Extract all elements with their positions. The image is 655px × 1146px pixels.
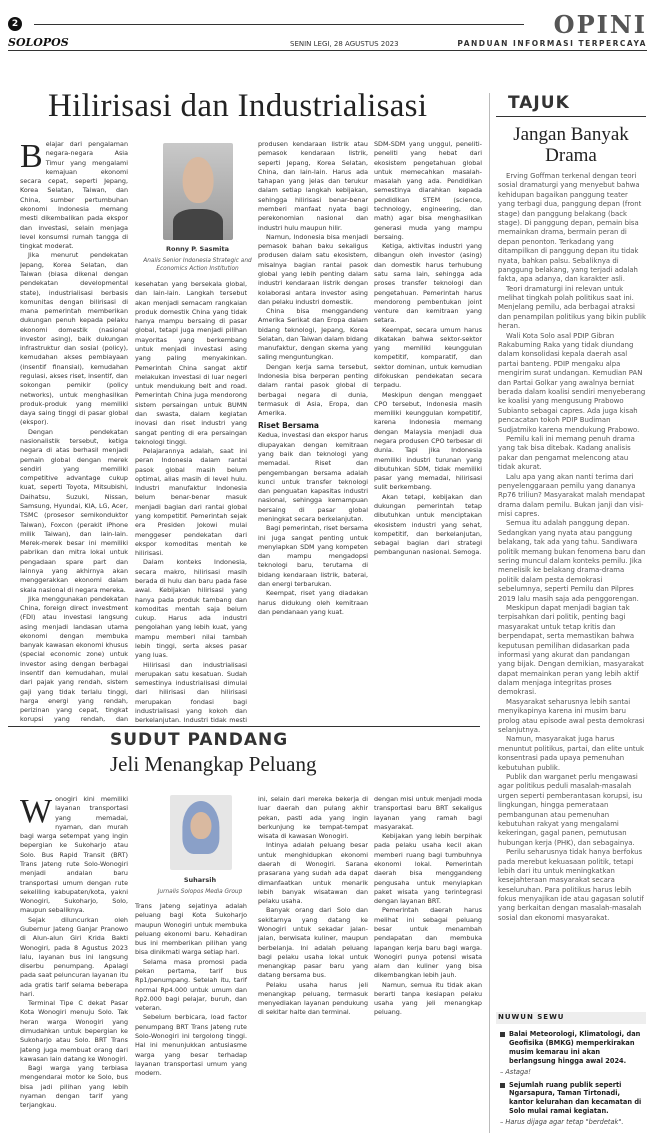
editorial-label: TAJUK xyxy=(508,93,570,113)
author-role: Analis Senior Indonesia Strategic and Economics Action Institution xyxy=(143,258,252,273)
paragraph: Meskipun dapat menjadi bagian tak terpisahkan dari politik, penting bagi masyarakat untuk tetap kritis dan berpendapat, serta memastikan bahwa keputusan pemilihan didasarkan pada informasi yang akurat dan pandangan yang bijak. Dengan demikian, masyarakat dapat memainkan peran yang lebih aktif dalam menjaga integritas proses demokrasi. xyxy=(498,603,644,697)
paragraph: Bagi warga yang terbiasa mengendarai motor ke Solo, bus bisa jadi pilihan yang lebih nyaman dengan tarif yang terjangkau. xyxy=(20,1064,128,1110)
paragraph: Keempat, secara umum harus dikatakan bahwa sektor-sektor yang memiliki keunggulan kompetitif, komparatif, dan sektor dominan, untuk kemudian difokuskan pendekatan secara terpadu. xyxy=(374,325,482,390)
paragraph: produsen kendaraan listrik atau pemasok kendaraan listrik, seperti Jepang, Korea Selatan, China, dan lain-lain. Harus ada tahapan yang jelas dan terukur dalam setiap langkah kebijakan, sehingga hilirisasi benar-benar memberi manfaat nyata bagi perekonomian nasional dan industri hulu maupun hilir. xyxy=(258,140,368,232)
column-text-4 xyxy=(374,795,482,1135)
paragraph: Intinya adalah peluang besar untuk menghidupkan ekonomi daerah di Wonogiri. Sarana prasarana yang sudah ada dapat dimanfaatkan untuk menarik lebih banyak wisatawan dan pelaku usaha. xyxy=(258,841,368,906)
nuwun-list xyxy=(500,1030,646,1131)
drop-cap: B xyxy=(20,140,43,175)
author-name: Ronny P. Sasmita xyxy=(166,245,229,253)
header-rule-bottom xyxy=(8,50,647,51)
list-item: Balai Meteorologi, Klimatologi, dan Geofisika (BMKG) memperkirakan musim kemarau ini akan berlangsung hingga awal 2024. xyxy=(500,1030,646,1066)
paragraph: SDM-SDM yang unggul, peneliti-peneliti yang hebat dari ekosistem pengetahuan global untuk memecahkan masalah-masalah yang ada. Pendidikan semestinya diarahkan kepada pendidikan STEM (science, technology, engineering, dan math) agar bisa menghasilkan generasi muda yang mampu bersaing. xyxy=(374,140,482,241)
editorial-body xyxy=(498,172,646,1002)
paragraph: Meskipun dengan menggaet CPO tersebut, Indonesia masih memiliki keunggulan kompetitif, karena Indonesia memang dengan Malaysia menjadi dua negara produsen CPO terbesar di dunia. Tapi jika Indonesia memiliki industri turunan yang dibutuhkan SDM, tidak memiliki pasar yang memadai, hilirisasi sulit berkembang. xyxy=(374,390,482,492)
column-text-1 xyxy=(20,795,128,1135)
item-reply: – Astaga! xyxy=(500,1067,531,1076)
paragraph: Ketiga, aktivitas industri yang dibangun oleh investor (asing) dan domestik harus terhubung satu sama lain, sehingga ada proses transfer teknologi dan pengetahuan. Pemerintah harus mendorong pembentukan joint venture dan kemitraan yang setara. xyxy=(374,242,482,325)
article-column-1 xyxy=(20,140,128,725)
paragraph: Erving Goffman terkenal dengan teori sosial dramaturgi yang menyebut bahwa kehidupan bagaikan panggung teater yang terbagi dua, panggung depan (front stage) dan panggung belakang (back stage). Di panggung depan, pemain bisa memainkan drama, bermain peran di depan penonton. Terkadang yang ditampilkan di panggung depan itu tidak nyata, bahkan palsu. Sebaliknya di panggung belakang, yang terjadi adalah fakta, apa adanya, dan karakter asli. xyxy=(498,172,642,284)
paragraph: Namun, Indonesia bisa menjadi pemasok bahan baku sekaligus produsen dalam satu ekosistem, misalnya bagian rantai pasok global yang lebih penting dalam industri kendaraan listrik dengan kolaborasi antara investor asing dan pelaku industri domestik. xyxy=(258,232,368,306)
paragraph: Perilu seharusnya tidak hanya berfokus pada merebut kekuasaan politik, tetapi lebih dari itu untuk meningkatkan kesejahteraan masyarakat secara keseluruhan. Para politikus harus lebih fokus menyajikan ide atau gagasan solutif yang berkaitan dengan masalah-masalah sosial dan ekonomi masyarakat. xyxy=(498,848,644,922)
paragraph: Banyak orang dari Solo dan sekitarnya yang datang ke Wonogiri untuk sekadar jalan-jalan, berwisata kuliner, maupun berbelanja. Ini adalah peluang bagi pelaku usaha lokal untuk menangkap pasar baru yang datang bersama bus. xyxy=(258,906,368,980)
paragraph: Teori dramaturgi ini relevan untuk melihat tingkah polah politikus saat ini. Menjelang pemilu, ada berbagai atraksi dan penampilan politikus yang bikin publik heran. xyxy=(498,284,646,331)
paragraph: Jika menggunakan pendekatan China, foreign direct investment (FDI) atau investasi langsung asing menjadi landasan utama ekonomi dengan membuka banyak kawasan ekonomi khusus (special economic zone) untuk investor asing dengan berbagai insentif dan kemudahan, mulai dari pajak yang rendah, sistem gaji yang tidak terlalu tinggi, harga energi yang rendah, perizinan yang cepat, tingkat korupsi yang rendah, dan xyxy=(20,594,128,724)
header-rule xyxy=(34,24,524,25)
paragraph: Akan tetapi, kebijakan dan dukungan pemerintah tetap dibutuhkan untuk menciptakan ekosistem industri yang sehat, kompetitif, dan berkelanjutan, sebagai bagian dari strategi pembangunan nasional. Semoga. xyxy=(374,492,482,557)
author-photo xyxy=(163,143,233,240)
paragraph: Namun, masyarakat juga harus menuntut politikus, partai, dan elite untuk konsentrasi pada upaya pemenuhan kebutuhan publik. xyxy=(498,735,644,772)
paragraph: Kedua, investasi dan ekspor harus diupayakan dengan kemitraan yang baik dan teknologi yang memadai. Riset dan pengembangan bersama adalah kunci untuk transfer teknologi dan penguatan kapasitas industri nasional, sehingga kemampuan bersaing di pasar global meningkat secara berkelanjutan. xyxy=(258,431,368,523)
list-item: Sejumlah ruang publik seperti Ngarsapura, Taman Tirtonadi, kantor kelurahan dan kecamatan di Solo mulai ramai kegiatan. xyxy=(500,1081,646,1117)
paragraph: Pemilu kali ini memang penuh drama yang tak bisa ditebak. Kadang analisis pakar dan pengamat melencong atau tidak akurat. xyxy=(498,434,635,472)
bullet-icon xyxy=(500,1032,505,1037)
paragraph: Semua itu adalah panggung depan. Sedangkan yang nyata atau panggung belakang, tak ada yang tahu. Sandiwara politik memang bukan fenomena baru dan sering muncul dalam konteks pemilu. Jika menelisik ke belakang drama-drama politik dalam pesta demokrasi sebelumnya, seperti Pemilu dan Pilpres 2019 lalu masih saja ada penggorengan. xyxy=(498,519,646,603)
paragraph: Hilirisasi dan industrialisasi merupakan satu kesatuan. Sudah semestinya industrialisasi dimulai dari hilirisasi dan hilirisasi merupakan fondasi bagi industrialisasi yang kokoh dan berkelanjutan. Industri tidak mesti xyxy=(135,660,247,725)
paragraph: Wonogiri kini memiliki layanan transportasi yang memadai, nyaman, dan murah bagi warga setempat yang ingin bepergian ke Sukoharjo atau Solo. Bus Rapid Transit (BRT) Trans Jateng rute Solo-Wonogiri menjadi andalan baru transportasi umum dengan rute sekeliling kabupaten/kota, yakni Wonogiri, Sukoharjo, Solo, maupun sebaliknya. xyxy=(20,795,128,915)
paragraph: Dengan pendekatan nasionalistik tersebut, ketiga negara di atas berhasil menjadi pemain global dengan merek sendiri yang memiliki competitive advantage cukup kuat, seperti Toyota, Mitsubishi, Daihatsu, Suzuki, Nissan, Samsung, Hyundai, KIA, LG, Acer, TSMC (prosesor semikonduktor Taiwan), Foxcon (perakit iPhone milik Taiwan), dan lain-lain. Merek-merek besar ini memiliki pabrikan dan mitra lokal untuk pengadaan spare part dan lainnya yang akhirnya akan menggerakkan ekonomi dalam skala nasional di negara mereka. xyxy=(20,427,128,594)
column-section-title: SUDUT PANDANG xyxy=(110,730,289,750)
article-headline: Hilirisasi dan Industrialisasi xyxy=(48,88,428,124)
columnist-role: Jurnalis Solopos Media Group xyxy=(157,889,243,895)
paragraph: dengan misi untuk menjadi moda transportasi baru BRT sekaligus layanan yang ramah bagi masyarakat. xyxy=(374,795,482,831)
section-title: OPINI xyxy=(553,10,647,39)
paragraph: Pelaku usaha harus jeli menangkap peluang, termasuk menyediakan layanan pendukung di sekitar halte dan terminal. xyxy=(258,980,368,1017)
columnist-name: Suharsih xyxy=(183,876,217,884)
paragraph: Bagi pemerintah, riset bersama ini juga sangat penting untuk menyiapkan SDM yang kompeten dan mampu mengadopsi teknologi baru, terutama di bidang kendaraan listrik, baterai, dan energi terbarukan. xyxy=(258,524,368,588)
page-number: 2 xyxy=(8,17,22,31)
item-reply: – Harus dijaga agar tetap "berdetak". xyxy=(500,1118,624,1127)
column-headline: Jeli Menangkap Peluang xyxy=(110,752,317,776)
columnist-photo xyxy=(170,795,232,870)
paragraph: Belajar dari pengalaman negara-negara Asia Timur yang mengalami kemajuan ekonomi secara cepat, seperti Jepang, Korea Selatan, Taiwan, dan China, sumber pertumbuhan ekonomi Indonesia memang mesti dikembalikan pada ekspor dan investasi, selain menjaga level konsumsi rumah tangga di tingkat moderat. xyxy=(20,140,128,251)
photo-face xyxy=(190,812,211,839)
column-text-2 xyxy=(135,902,247,1135)
paragraph: Jika menurut pendekatan Jepang, Korea Selatan, dan Taiwan (biasa dikenal dengan pendekatan developmental state), industrialisasi berbasis komunitas dengan bilirisasi di mana pemerintah memberikan dukungan penuh kepada pelaku ekonomi domestik (nasional investor asing), baik dukungan infrastruktur dan sosial (policy), kemudahan akses pembiayaan (insentif finansial), kemudahan regulasi, akses riset, insentif, dan sokongan pemikir (policy networks), untuk menghasilkan produk-produk yang memiliki daya saing tinggi di pasar global (ekspor). xyxy=(20,251,128,427)
editorial-title: Jangan Banyak Drama xyxy=(513,124,629,167)
paragraph: Publik dan warganet perlu mengawasi agar politikus peduli masalah-masalah urgen seperti pemberantasan korupsi, isu lingkungan, hingga pemerataan pembangunan atau pemenuhan kebutuhan rakyat yang mengalami kekeringan, gagal panen, pemutusan hubungan kerja (PHK), dan sebagainya. xyxy=(498,773,643,847)
paragraph: Dengan kerja sama tersebut, Indonesia bisa berperan penting dalam rantai pasok global di berbagai negara di dunia, termasuk di Asia, Eropa, dan Amerika. xyxy=(258,362,368,418)
paragraph: China bisa menggandeng Amerika Serikat dan Eropa dalam bidang teknologi, Jepang, Korea Selatan, dan Taiwan dalam bidang manufaktur, dengan skema yang saling menguntungkan. xyxy=(258,307,368,362)
sidebar-divider xyxy=(489,93,490,1133)
photo-body xyxy=(173,209,223,240)
paragraph: Selama masa promosi pada pekan pertama, tarif bus Rp1/penumpang. Setelah itu, tarif normal Rp4.000 untuk umum dan Rp2.000 bagi pelajar, buruh, dan veteran. xyxy=(135,957,247,1013)
paragraph: Namun, semua itu tidak akan berarti tanpa kesiapan pelaku usaha yang jeli menangkap peluang. xyxy=(374,980,482,1017)
paragraph: Terminal Tipe C dekat Pasar Kota Wonogiri menuju Solo. Tak heran warga Wonogiri yang dimudahkan untuk bepergian ke Sukoharjo atau Solo. BRT Trans Jateng juga membuat orang dari kawasan lain datang ke Wonogiri. xyxy=(20,999,128,1063)
dateline: SENIN LEGI, 28 AGUSTUS 2023 xyxy=(290,40,399,48)
nuwun-label: NUWUN SEWU xyxy=(498,1013,565,1021)
tagline: PANDUAN INFORMASI TERPERCAYA xyxy=(457,39,647,48)
article-column-3 xyxy=(258,140,368,725)
paragraph: Pemerintah daerah harus melihat ini sebagai peluang besar untuk menambah pendapatan dan membuka lapangan kerja baru bagi warga. Wonogiri punya potensi wisata alam dan kuliner yang bisa dikembangkan lebih jauh. xyxy=(374,906,482,980)
editorial-rule xyxy=(496,116,646,117)
drop-cap: W xyxy=(20,795,53,830)
paragraph: Sejak diluncurkan oleh Gubernur Jateng Ganjar Pranowo di Alun-alun Giri Krida Bakti Wonogiri, pada 8 Agustus 2023 lalu, layanan bus ini langsung diserbu penumpang. Apalagi pada saat peluncuran layanan itu ada gratis tarif selama beberapa hari. xyxy=(20,915,128,998)
paragraph: Keempat, riset yang diadakan harus didukung oleh kemitraan dan pendanaan yang kuat. xyxy=(258,589,368,616)
column-text-3 xyxy=(258,795,368,1135)
paragraph: Lalu apa yang akan nanti terima dari penyelenggaraan pemilu yang dananya Rp76 triliun? Masyarakat malah mendapat drama dalam pemilu. Bukan janji dan visi-misi capres. xyxy=(498,472,645,519)
subheading: Riset Bersama xyxy=(258,421,319,431)
paragraph: Kebijakan yang lebih berpihak pada pelaku usaha kecil akan memberi ruang bagi tumbuhnya ekonomi lokal. Pemerintah daerah bisa menggandeng pengusaha untuk menyiapkan paket wisata yang terintegrasi dengan layanan BRT. xyxy=(374,832,482,906)
article-column-2 xyxy=(135,280,247,725)
article-column-4 xyxy=(374,140,482,725)
paragraph: kesehatan yang bersekala global, dan lain-lain. Langkah tersebut akan menjadi semacam rangkaian produk domestik China yang tidak hanya mampu bersaing di pasar global, tetapi juga menjadi pilihan mayoritas yang berkembang untuk menjadi investasi asing yang paling menyakinkan. Pemerintah China sangat aktif melakukan investasi di luar negeri untuk mendukung belt and road. Pemerintah China juga mendorong sistem persaingan untuk BUMN dan swasta, dalam kegiatan inovasi dan riset industri yang sangat penting di era persaingan teknologi tinggi. xyxy=(135,280,247,446)
paragraph: Masyarakat seharusnya lebih santai menyikapinya karena ini musim baru prolog atau episode awal pesta demokrasi selanjutnya. xyxy=(498,697,645,735)
bullet-icon xyxy=(500,1083,505,1088)
paragraph: Pelajarannya adalah, saat ini peran Indonesia dalam rantai pasok global masih belum optimal, alias masih di level hulu. Industri manufaktur Indonesia belum benar-benar masuk menjadi bagian dari rantai global yang kompetitif. Pemerintah sejak era Presiden Jokowi mulai menggeser pendekatan dari ekspor komoditas mentah ke hilirisasi. xyxy=(135,447,247,558)
masthead-logo: SOLOPOS xyxy=(8,36,69,49)
paragraph: Sebelum berbicara, load factor penumpang BRT Trans Jateng rute Solo-Wonogiri ini tergolong tinggi. Hal ini menunjukkan antusiasme warga yang besar terhadap layanan transportasi umum yang modern. xyxy=(135,1013,247,1078)
section-divider xyxy=(8,726,480,727)
paragraph: Dalam konteks Indonesia, secara makro, hilirisasi masih berada di hulu dan baru pada fase awal. Kebijakan hilirisasi yang hanya pada produk tambang dan komoditas mentah saja belum cukup. Harus ada industri pengolahan yang lebih kuat, yang mampu memberi nilai tambah lebih tinggi, serta akses pasar yang luas. xyxy=(135,558,247,660)
photo-face xyxy=(183,157,214,204)
paragraph: Trans Jateng sejatinya adalah peluang bagi Kota Sukoharjo maupun Wonogiri untuk membuka peluang ekonomi baru. Kehadiran bus ini memberikan pilihan yang bisa dinikmati warga setiap hari. xyxy=(135,902,247,957)
paragraph: Wali Kota Solo asal PDIP Gibran Rakabuming Raka yang tidak diundang dalam konsolidasi kepala daerah asal partai banteng. PDIP mengaku alpa mengirim surat undangan. Kemudian PAN dan Partai Golkar yang awalnya berniat berada dalam koalisi sendiri menyeberang ke koalisi yang mengusung Prabowo Subianto sebagai capres. Ada juga kisah pencacatan tokoh PDIP Budiman Sudjatmiko karena mendukung Prabowo. xyxy=(498,331,646,434)
paragraph: ini, selain dari mereka bekerja di luar daerah dan pulang akhir pekan, pasti ada yang ingin berkunjung ke tempat-tempat wisata di kawasan Wonogiri. xyxy=(258,795,368,841)
